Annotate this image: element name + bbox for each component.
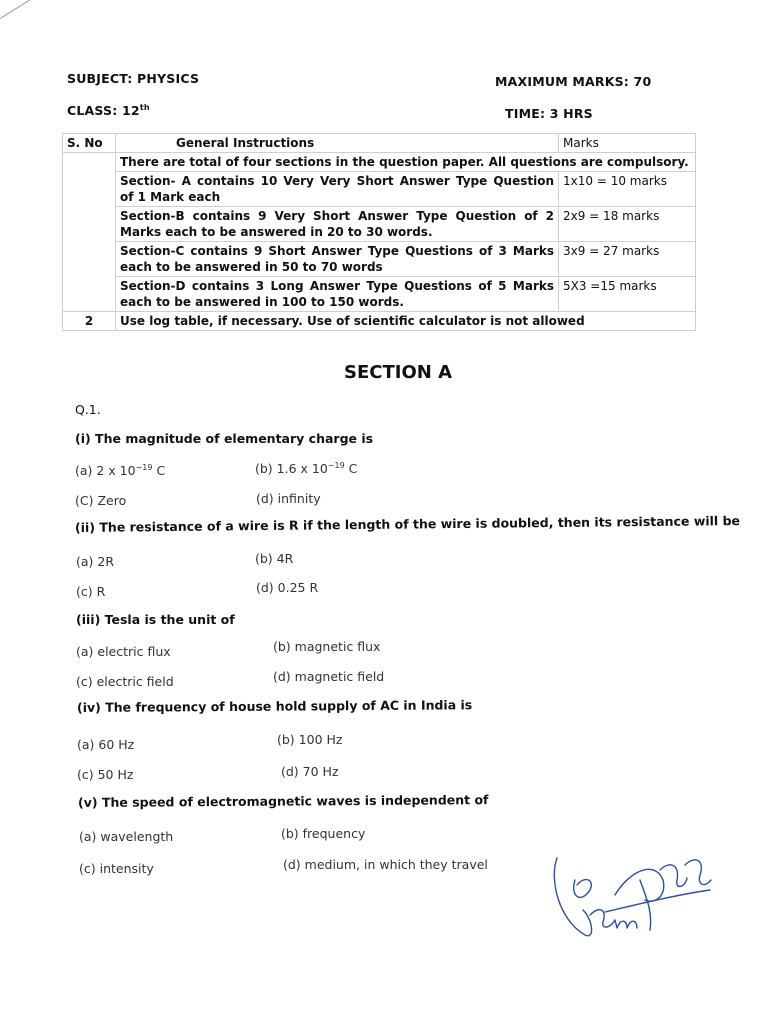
option-iii-b: (b) magnetic flux [273, 639, 381, 654]
table-row [63, 153, 696, 172]
max-marks-label: MAXIMUM MARKS: 70 [495, 74, 652, 89]
question-iii: (iii) Tesla is the unit of [76, 612, 235, 627]
question-iv: (iv) The frequency of house hold supply of AC in India is [76, 697, 473, 715]
question-v: (v) The speed of electromagnetic waves is independent of [77, 792, 489, 810]
question-number: Q.1. [75, 402, 101, 417]
option-i-c: (C) Zero [75, 493, 127, 508]
table-row [63, 172, 696, 207]
handwritten-signature [545, 850, 715, 945]
section-c-instruction: Section-C contains 9 Short Answer Type Questions of 3 Marks each to be answered in 50 to 70 words [116, 242, 559, 277]
section-b-instruction: Section-B contains 9 Very Short Answer Type Question of 2 Marks each to be answered in 20 to 30 words. [116, 207, 559, 242]
marks-header: Marks [559, 134, 696, 153]
option-ii-c: (c) R [76, 584, 106, 599]
time-label: TIME: 3 HRS [505, 106, 593, 121]
option-v-a: (a) wavelength [79, 829, 174, 844]
option-iii-c: (c) electric field [76, 674, 174, 689]
option-ii-d: (d) 0.25 R [256, 580, 319, 595]
section-b-marks: 2x9 = 18 marks [559, 207, 696, 242]
section-c-marks: 3x9 = 27 marks [559, 242, 696, 277]
question-i: (i) The magnitude of elementary charge is [75, 431, 374, 446]
option-i-d: (d) infinity [256, 491, 321, 506]
class-label: CLASS: 12th [67, 102, 150, 118]
section-d-marks: 5X3 =15 marks [559, 277, 696, 312]
table-header-row [63, 134, 696, 153]
sno-header: S. No [63, 134, 116, 153]
option-iii-a: (a) electric flux [76, 644, 171, 659]
question-ii: (ii) The resistance of a wire is R if the length of the wire is doubled, then its resistance will be [74, 513, 741, 535]
option-ii-b: (b) 4R [255, 551, 294, 566]
sno-2: 2 [63, 312, 116, 331]
option-iv-d: (d) 70 Hz [281, 764, 339, 779]
table-row [63, 207, 696, 242]
option-iv-b: (b) 100 Hz [277, 732, 343, 747]
option-v-d: (d) medium, in which they travel [283, 857, 488, 872]
section-a-marks: 1x10 = 10 marks [559, 172, 696, 207]
table-row [63, 277, 696, 312]
option-v-b: (b) frequency [281, 826, 366, 841]
general-instructions-table [62, 133, 696, 331]
section-title: SECTION A [344, 362, 453, 383]
option-iv-a: (a) 60 Hz [77, 737, 135, 752]
option-i-b: (b) 1.6 x $10^{-19}$ C [255, 460, 358, 476]
table-row [63, 312, 696, 331]
section-d-instruction: Section-D contains 3 Long Answer Type Questions of 5 Marks each to be answered in 100 to 150 words. [116, 277, 559, 312]
instruction-log-table: Use log table, if necessary. Use of scientific calculator is not allowed [116, 312, 696, 331]
option-v-c: (c) intensity [79, 861, 154, 876]
option-iii-d: (d) magnetic field [273, 669, 385, 684]
scan-edge-mark [0, 0, 34, 19]
table-row [63, 242, 696, 277]
option-ii-a: (a) 2R [76, 554, 115, 569]
subject-label: SUBJECT: PHYSICS [67, 71, 200, 86]
instruction-all-compulsory: There are total of four sections in the question paper. All questions are compulsory. [116, 153, 696, 172]
option-iv-c: (c) 50 Hz [77, 767, 134, 782]
general-instructions-header: General Instructions [116, 134, 559, 153]
option-i-a: (a) 2 x $10^{-19}$ C [75, 462, 166, 478]
sno-cell [63, 153, 116, 312]
section-a-instruction: Section- A contains 10 Very Very Short Answer Type Question of 1 Mark each [116, 172, 559, 207]
